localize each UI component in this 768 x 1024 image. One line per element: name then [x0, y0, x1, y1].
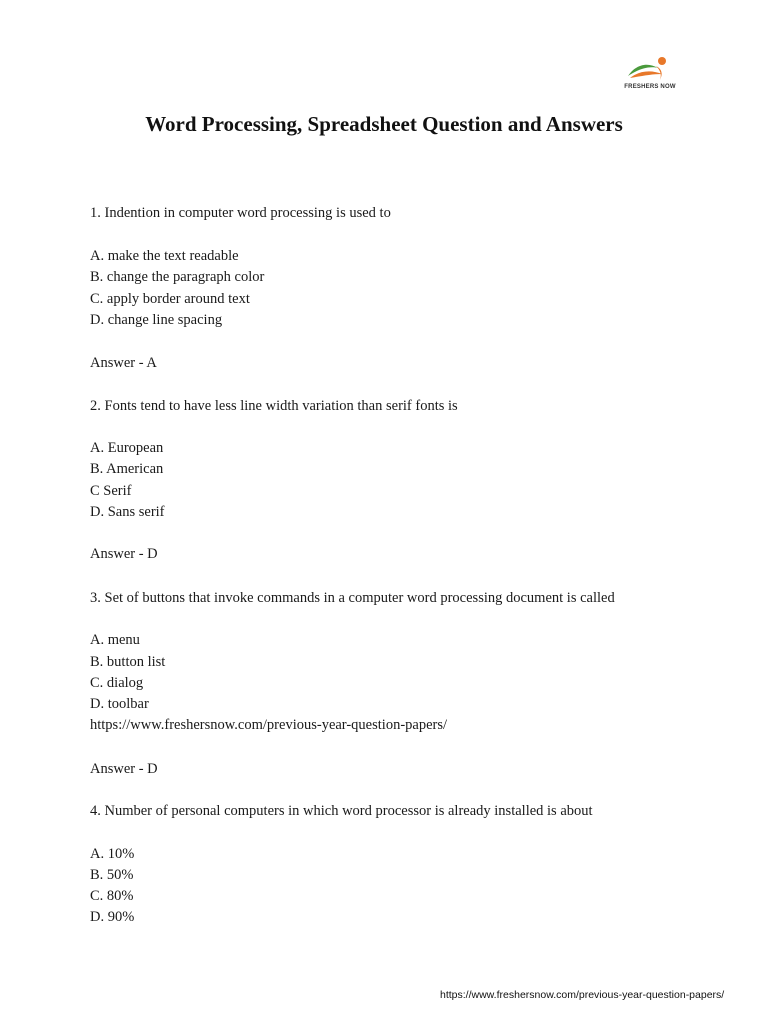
q2-option-d: D. Sans serif: [90, 504, 165, 520]
q3-option-c: C. dialog: [90, 675, 144, 691]
q2-answer: Answer - D: [90, 546, 158, 562]
q1-option-c: C. apply border around text: [90, 291, 250, 307]
q3-option-b: B. button list: [90, 654, 166, 670]
q1-option-d: D. change line spacing: [90, 312, 223, 328]
q4-option-a: A. 10%: [90, 846, 135, 862]
q4-option-c: C. 80%: [90, 888, 134, 904]
question-3: 3. Set of buttons that invoke commands in a computer word processing document is called: [90, 590, 615, 606]
q1-option-b: B. change the paragraph color: [90, 269, 265, 285]
q2-option-c: C Serif: [90, 483, 132, 499]
q4-option-d: D. 90%: [90, 909, 135, 925]
page-title: Word Processing, Spreadsheet Question and Answers: [145, 112, 623, 136]
question-1: 1. Indention in computer word processing is used to: [90, 205, 391, 221]
q1-option-a: A. make the text readable: [90, 248, 239, 264]
q2-option-b: B. American: [90, 461, 164, 477]
q1-answer: Answer - A: [90, 355, 157, 371]
question-2: 2. Fonts tend to have less line width variation than serif fonts is: [90, 398, 458, 414]
q4-option-b: B. 50%: [90, 867, 134, 883]
freshers-now-logo-icon: [626, 54, 670, 84]
logo-text: FRESHERS NOW: [624, 84, 676, 90]
q3-option-a: A. menu: [90, 632, 140, 648]
q3-answer: Answer - D: [90, 761, 158, 777]
q3-option-d: D. toolbar: [90, 696, 149, 712]
q2-option-a: A. European: [90, 440, 164, 456]
footer-url-link[interactable]: https://www.freshersnow.com/previous-year-question-papers/: [440, 989, 725, 1001]
question-4: 4. Number of personal computers in which word processor is already installed is about: [90, 803, 593, 819]
q3-link[interactable]: https://www.freshersnow.com/previous-year-question-papers/: [90, 717, 448, 733]
freshers-now-logo: [618, 54, 682, 94]
